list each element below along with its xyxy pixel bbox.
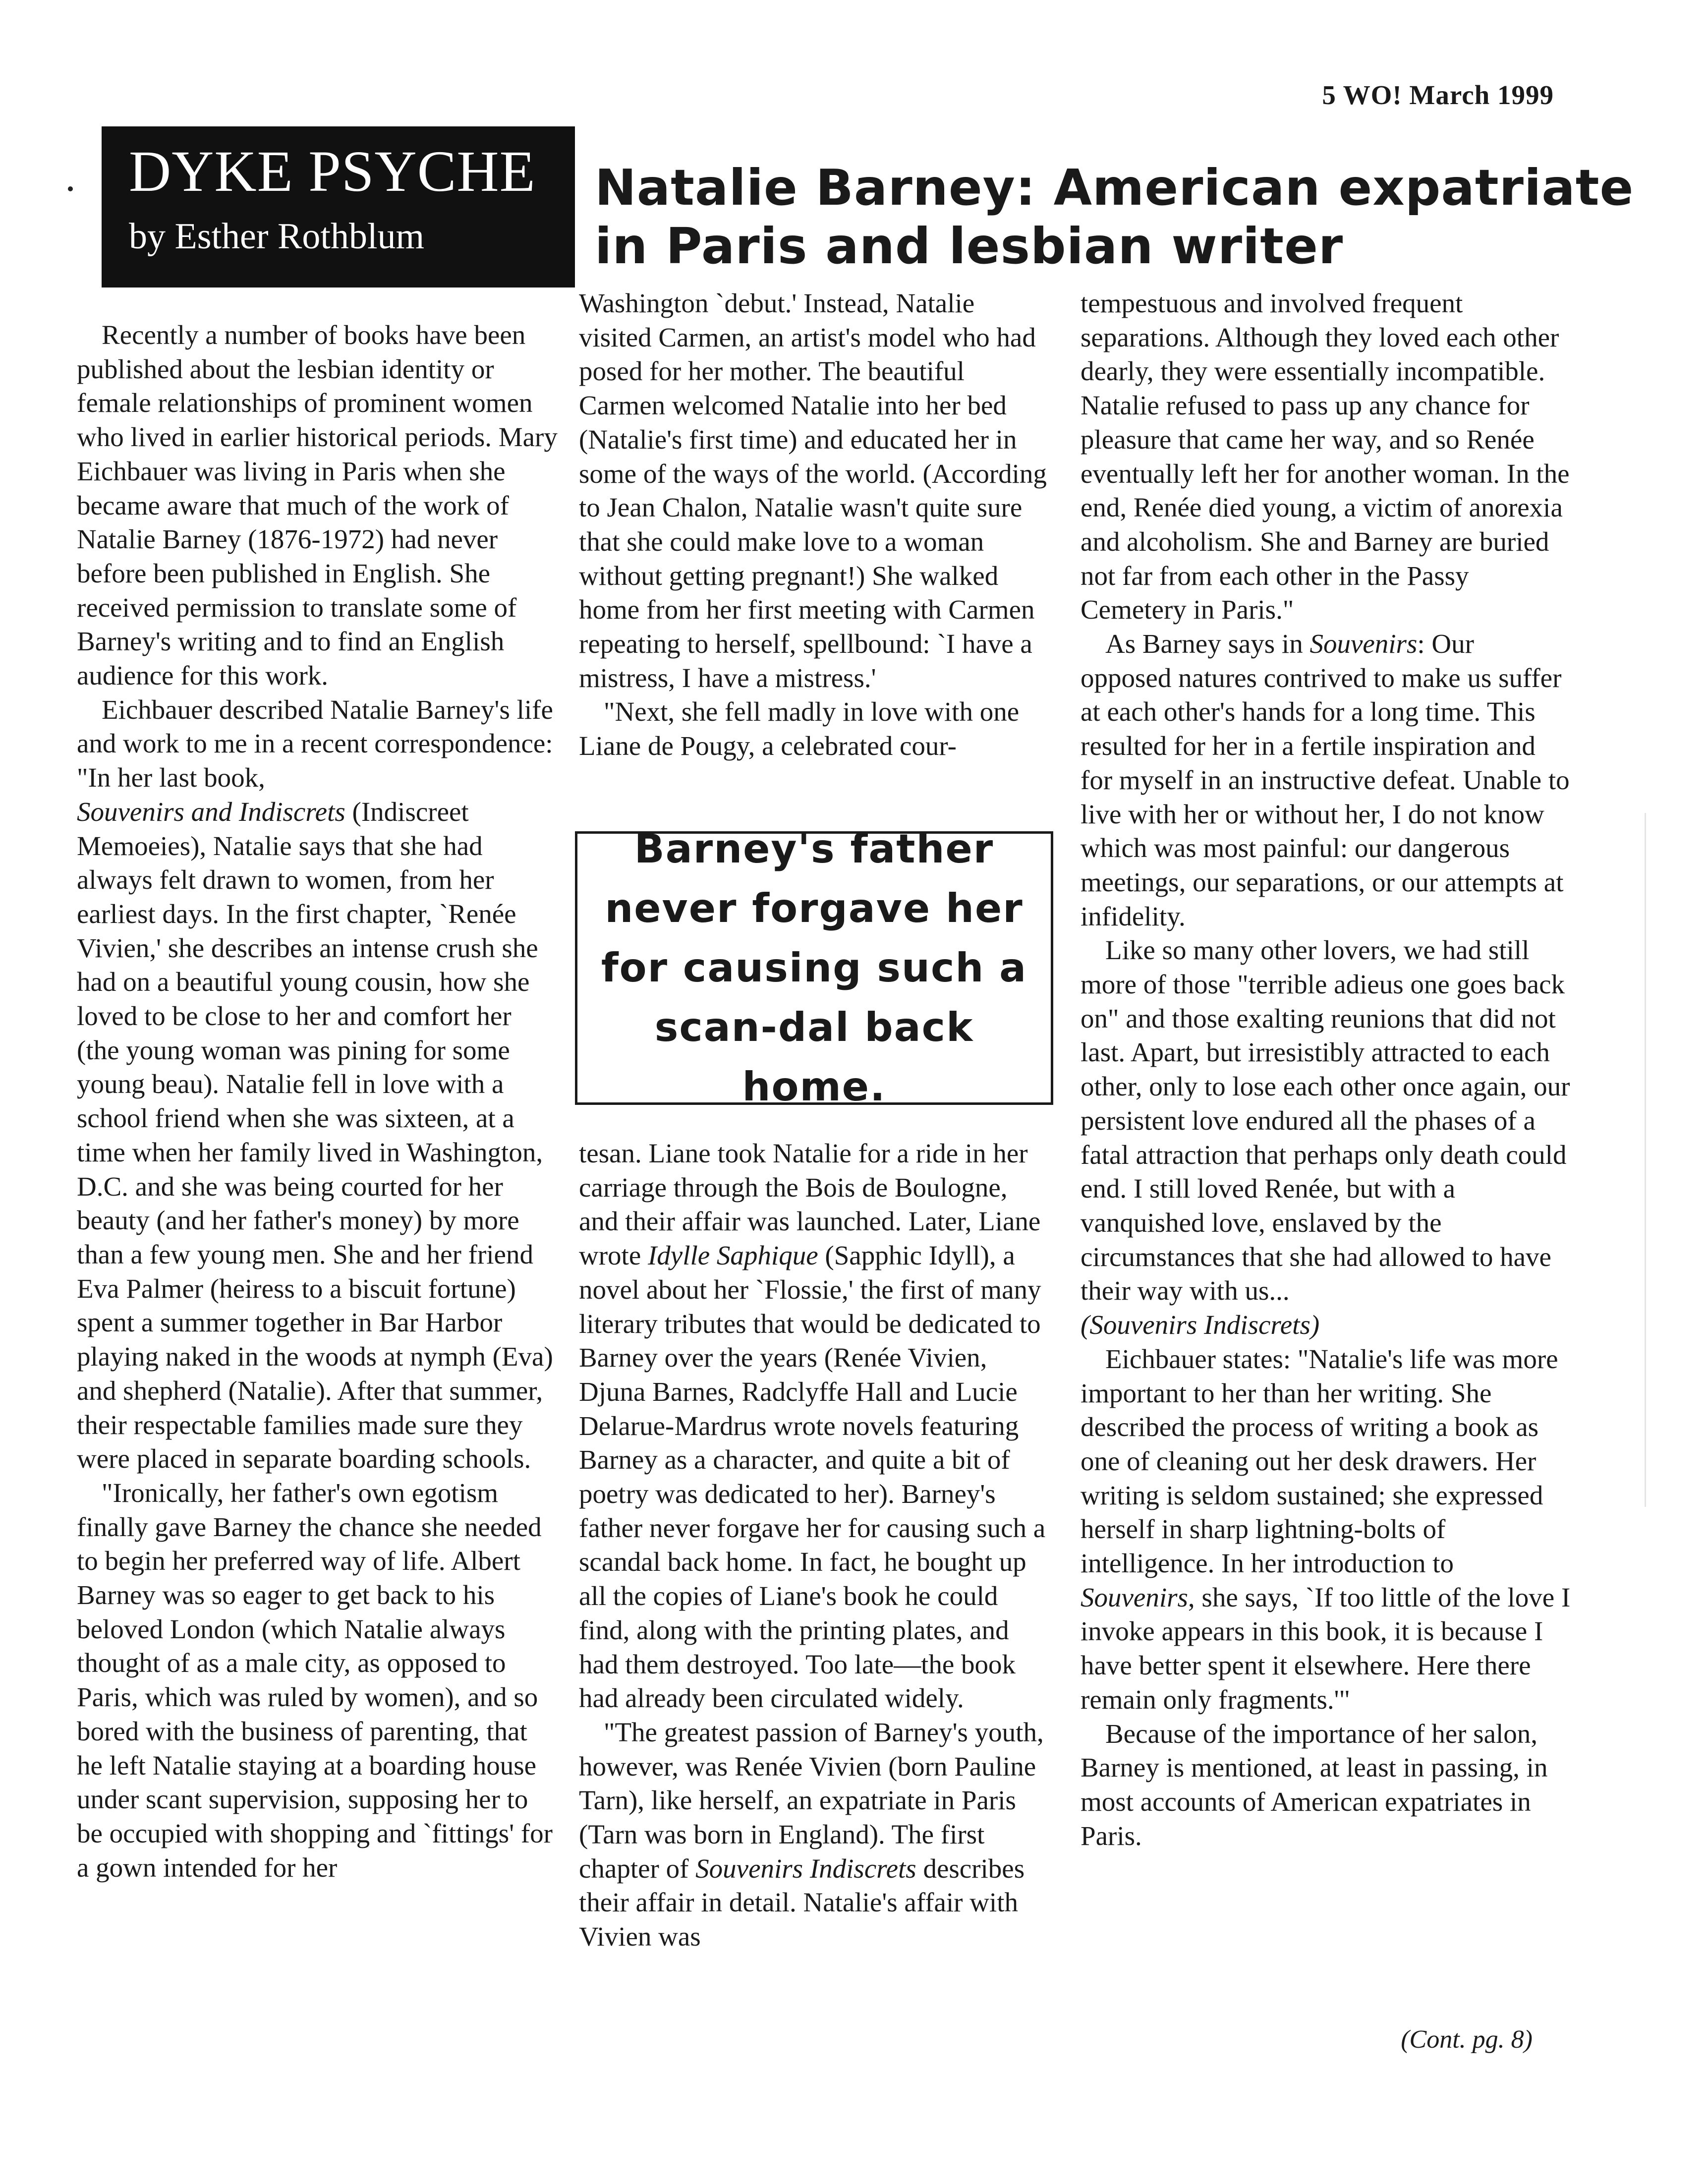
text-run: Eichbauer states: "Natalie's life was more important to her than her writing. She described the process of writing a book as one of cleaning out her desk drawers. Her writing is seldom sustained; she expressed herself in sharp lightning-bolts of intelligence. In her introduction to (1081, 1343, 1558, 1579)
article-column-1 (77, 318, 558, 1885)
book-title: Souvenirs Indiscrets (695, 1853, 916, 1884)
paragraph (1081, 933, 1571, 1342)
article-column-3 (1081, 287, 1571, 1853)
article-column-2-bottom (579, 1137, 1051, 1954)
text-run: Like so many other lovers, we had still more of those "terrible adieus one goes back on" and those exalting reunions that did not last. Apart, but irresistibly attracted to each other, only to lose each other once again, our persistent love endured all the phases of a fatal attraction that perhaps only death could end. I still loved Renée, but with a vanquished love, enslaved by the circumstances that she had allowed to have their way with us... (1081, 935, 1570, 1306)
paragraph (579, 1137, 1051, 1716)
paragraph: tempestuous and involved frequent separations. Although they loved each other dearly, they were essentially incompatible. Natalie refused to pass up any chance for pleasure that came her way, and so Renée eventually left her for another woman. In the end, Renée died young, a victim of anorexia and alcoholism. She and Barney are buried not far from each other in the Passy Cemetery in Paris." (1081, 288, 1570, 625)
text-run: describes their affair in detail. Natalie's affair with Vivien was (579, 1853, 1025, 1952)
pull-quote-text: Barney's father never forgave her for causing such a scan-dal back home. (601, 826, 1027, 1110)
book-title: Souvenirs (1081, 1582, 1188, 1612)
column-title-box (102, 126, 575, 287)
page-header: 5 WO! March 1999 (1322, 80, 1554, 110)
text-run: , she says, `If too little of the love I invoke appears in this book, it is because I have better spent it elsewhere. Here there remain only fragments.'" (1081, 1582, 1571, 1715)
byline: by Esther Rothblum (129, 216, 425, 257)
continued-note: (Cont. pg. 8) (1401, 2025, 1533, 2054)
text-run: : Our opposed natures contrived to make us suffer at each other's hands for a long time. This resulted for her in a fertile inspiration and for myself in an instructive defeat. Unable to live with her or without her, I do not know which was most painful: our dangerous meetings, our separations, or our attempts at infidelity. (1081, 629, 1570, 931)
book-title: Souvenirs and Indiscrets (77, 796, 345, 827)
article-headline (595, 159, 1636, 276)
paragraph: Recently a number of books have been published about the lesbian identity or female relationships of prominent women who lived in earlier historical periods. Mary Eichbauer was living in Paris when she became aware that much of the work of Natalie Barney (1876-1972) had never before been published in English. She received permission to translate some of Barney's writing and to find an English audience for this work. (77, 320, 558, 691)
text-run: As Barney says in (1105, 629, 1310, 659)
headline-line-2: in Paris and lesbian writer (595, 217, 1344, 275)
paragraph: Because of the importance of her salon, Barney is mentioned, at least in passing, in most accounts of American expatriates in Paris. (1081, 1718, 1548, 1851)
paragraph: "Next, she fell madly in love with one Liane de Pougy, a celebrated cour- (579, 696, 1020, 761)
text-run: tesan. Liane took Natalie for a ride in her carriage through the Bois de Boulogne, and their affair was launched. Later, Liane wrote (579, 1138, 1041, 1271)
text-run: (Sapphic Idyll), a novel about her `Flossie,' the first of many literary tributes that would be dedicated to Barney over the years (Renée Vivien, Djuna Barnes, Radclyffe Hall and Lucie Delarue-Mardrus wrote novels featuring Barney as a character, and quite a bit of poetry was dedicated to her). Barney's father never forgave her for causing such a scandal back home. In fact, he bought up all the copies of Liane's book he could find, along with the printing plates, and had them destroyed. Too late—the book had already been circulated widely. (579, 1240, 1046, 1714)
column-title: DYKE PSYCHE (129, 139, 536, 204)
paragraph (579, 1716, 1051, 1954)
headline-line-1: Natalie Barney: American expatriate (595, 159, 1634, 217)
paragraph (1081, 1342, 1571, 1717)
text-run: "The greatest passion of Barney's youth, however, was Renée Vivien (born Pauline Tarn), like herself, an expatriate in Paris (Tarn was born in England). The first chapter of (579, 1717, 1044, 1884)
paragraph: "Ironically, her father's own egotism finally gave Barney the chance she needed to begin her preferred way of life. Albert Barney was so eager to get back to his beloved London (which Natalie always thought of as a male city, as opposed to Paris, which was ruled by women), and so bored with the business of parenting, that he left Natalie staying at a boarding house under scant supervision, supposing her to be occupied with shopping and `fittings' for a gown intended for her (77, 1477, 553, 1883)
scan-edge-line (1645, 813, 1646, 1507)
citation: (Souvenirs Indiscrets) (1081, 1310, 1320, 1340)
paragraph (1081, 627, 1571, 933)
bullet-dot (68, 186, 73, 191)
article-column-2-top (579, 287, 1051, 763)
book-title: Idylle Saphique (647, 1240, 818, 1271)
book-title: Souvenirs (1309, 629, 1418, 659)
paragraph (77, 693, 558, 1476)
pull-quote (575, 826, 1053, 1110)
text-run: Eichbauer described Natalie Barney's life and work to me in a recent correspondence: "In her last book, (77, 694, 553, 793)
paragraph: Washington `debut.' Instead, Natalie visited Carmen, an artist's model who had posed for her mother. The beautiful Carmen welcomed Natalie into her bed (Natalie's first time) and educated her in some of the ways of the world. (According to Jean Chalon, Natalie wasn't quite sure that she could make love to a woman without getting pregnant!) She walked home from her first meeting with Carmen repeating to herself, spellbound: `I have a mistress, I have a mistress.' (579, 288, 1047, 693)
text-run: (Indiscreet Memoeies), Natalie says that she had always felt drawn to women, from her earliest days. In the first chapter, `Renée Vivien,' she describes an intense crush she had on a beautiful young cousin, how she loved to be close to her and comfort her (the young woman was pining for some young beau). Natalie fell in love with a school friend when she was sixteen, at a time when her family lived in Washington, D.C. and she was being courted for her beauty (and her father's money) by more than a few young men. She and her friend Eva Palmer (heiress to a biscuit fortune) spent a summer together in Bar Harbor playing naked in the woods at nymph (Eva) and shepherd (Natalie). After that summer, their respectable families made sure they were placed in separate boarding schools. (77, 796, 553, 1474)
